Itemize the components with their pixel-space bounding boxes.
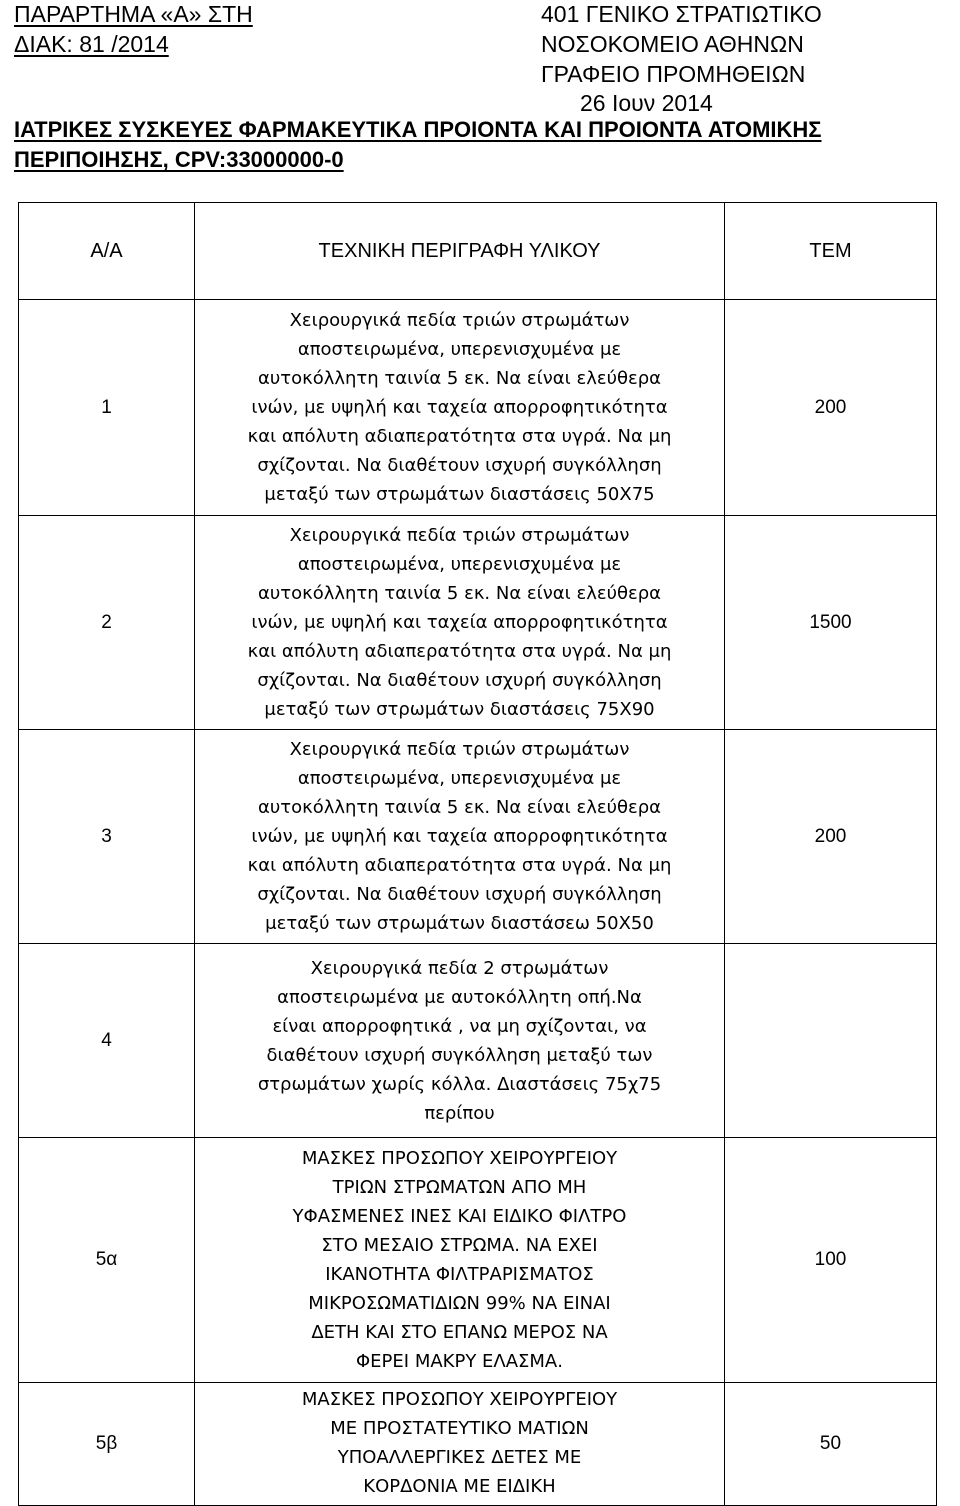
row-description <box>195 730 725 944</box>
description-line: αυτοκόλλητη ταινία 5 εκ. Να είναι ελεύθερα <box>257 368 662 389</box>
header-description: ΤΕΧΝΙΚΗ ΠΕΡΙΓΡΑΦΗ ΥΛΙΚΟΥ <box>195 203 725 300</box>
tender-number: ΔΙΑΚ: 81 /2014 <box>14 31 169 57</box>
description-line: διαθέτουν ισχυρή συγκόλληση μεταξύ των <box>266 1044 653 1066</box>
row-quantity: 100 <box>725 1138 937 1383</box>
row-number: 1 <box>19 300 195 516</box>
table-row <box>19 300 937 516</box>
row-number: 5β <box>19 1383 195 1506</box>
description-line: και απόλυτη αδιαπερατότητα στα υγρά. Να μη <box>247 641 672 662</box>
row-number: 2 <box>19 516 195 730</box>
row-description <box>195 1138 725 1383</box>
description-line: αυτοκόλλητη ταινία 5 εκ. Να είναι ελεύθερα <box>257 797 662 818</box>
description-line: Χειρουργικά πεδία 2 στρωμάτων <box>310 957 609 979</box>
description-line: ΣΤΟ ΜΕΣΑΙΟ ΣΤΡΩΜΑ. ΝΑ ΕΧΕΙ <box>321 1235 598 1256</box>
description-line: ινών, με υψηλή και ταχεία απορροφητικότητα <box>251 826 668 847</box>
description-line: ΥΠΟΑΛΛΕΡΓΙΚΕΣ ΔΕΤΕΣ ΜΕ <box>337 1447 582 1468</box>
description-line: ΔΕΤΗ ΚΑΙ ΣΤΟ ΕΠΑΝΩ ΜΕΡΟΣ ΝΑ <box>311 1322 608 1343</box>
row-quantity: 200 <box>725 300 937 516</box>
table-header-row <box>19 203 937 300</box>
description-line: ΙΚΑΝΟΤΗΤΑ ΦΙΛΤΡΑΡΙΣΜΑΤΟΣ <box>325 1264 594 1285</box>
description-line: ΜΙΚΡΟΣΩΜΑΤΙΔΙΩΝ 99% ΝΑ ΕΙΝΑΙ <box>308 1293 611 1314</box>
row-number: 3 <box>19 730 195 944</box>
description-line: Χειρουργικά πεδία τριών στρωμάτων <box>289 310 630 331</box>
table-row <box>19 944 937 1138</box>
table-row <box>19 1138 937 1383</box>
document-date: 26 Ιουν 2014 <box>580 90 713 116</box>
row-quantity: 1500 <box>725 516 937 730</box>
description-line: μεταξύ των στρωμάτων διαστάσεω 50Χ50 <box>265 913 654 934</box>
description-line: ινών, με υψηλή και ταχεία απορροφητικότητα <box>251 612 668 633</box>
row-description <box>195 944 725 1138</box>
row-description <box>195 300 725 516</box>
description-line: ΜΕ ΠΡΟΣΤΑΤΕΥΤΙΚΟ ΜΑΤΙΩΝ <box>330 1418 589 1439</box>
description-line: ΚΟΡΔΟΝΙΑ ΜΕ ΕΙΔΙΚΗ <box>363 1476 556 1497</box>
description-line: αποστειρωμένα, υπερενισχυμένα με <box>297 339 622 360</box>
description-line: ΤΡΙΩΝ ΣΤΡΩΜΑΤΩΝ ΑΠΟ ΜΗ <box>332 1177 587 1198</box>
office-name: ΓΡΑΦΕΙΟ ΠΡΟΜΗΘΕΙΩΝ <box>541 61 806 87</box>
description-line: στρωμάτων χωρίς κόλλα. Διαστάσεις 75χ75 <box>257 1073 662 1095</box>
description-line: μεταξύ των στρωμάτων διαστάσεις 75Χ90 <box>264 699 655 720</box>
description-line: σχίζονται. Να διαθέτουν ισχυρή συγκόλληση <box>257 455 662 476</box>
row-quantity <box>725 944 937 1138</box>
description-line: ΦΕΡΕΙ ΜΑΚΡΥ ΕΛΑΣΜΑ. <box>356 1351 563 1372</box>
table-row <box>19 1383 937 1506</box>
row-quantity: 50 <box>725 1383 937 1506</box>
header-aa: Α/Α <box>19 203 195 300</box>
hospital-name-line2: ΝΟΣΟΚΟΜΕΙΟ ΑΘΗΝΩΝ <box>541 31 804 57</box>
row-quantity: 200 <box>725 730 937 944</box>
items-table <box>18 202 937 1506</box>
document-title-line1: ΙΑΤΡΙΚΕΣ ΣΥΣΚΕΥΕΣ ΦΑΡΜΑΚΕΥΤΙΚΑ ΠΡΟΙΟΝΤΑ ΚΑΙ ΠΡΟΙΟΝΤΑ ΑΤΟΜΙΚΗΣ <box>14 117 822 142</box>
description-line: και απόλυτη αδιαπερατότητα στα υγρά. Να μη <box>247 855 672 876</box>
description-line: ινών, με υψηλή και ταχεία απορροφητικότητα <box>251 397 668 418</box>
document-title-line2: ΠΕΡΙΠΟΙΗΣΗΣ, CPV:33000000-0 <box>14 147 344 172</box>
description-line: ΜΑΣΚΕΣ ΠΡΟΣΩΠΟΥ ΧΕΙΡΟΥΡΓΕΙΟΥ <box>301 1389 618 1410</box>
description-line: ΜΑΣΚΕΣ ΠΡΟΣΩΠΟΥ ΧΕΙΡΟΥΡΓΕΙΟΥ <box>301 1148 618 1169</box>
row-description <box>195 516 725 730</box>
table-row <box>19 516 937 730</box>
description-line: Χειρουργικά πεδία τριών στρωμάτων <box>289 739 630 760</box>
description-line: περίπου <box>424 1102 495 1124</box>
annex-label: ΠΑΡΑΡΤΗΜΑ «Α» ΣΤΗ <box>14 1 253 27</box>
table-row <box>19 730 937 944</box>
row-description <box>195 1383 725 1506</box>
description-line: και απόλυτη αδιαπερατότητα στα υγρά. Να μη <box>247 426 672 447</box>
row-number: 5α <box>19 1138 195 1383</box>
description-line: είναι απορροφητικά , να μη σχίζονται, να <box>272 1015 647 1037</box>
description-line: μεταξύ των στρωμάτων διαστάσεις 50Χ75 <box>264 484 655 505</box>
description-line: ΥΦΑΣΜΕΝΕΣ ΙΝΕΣ ΚΑΙ ΕΙΔΙΚΟ ΦΙΛΤΡΟ <box>292 1206 627 1227</box>
description-line: Χειρουργικά πεδία τριών στρωμάτων <box>289 525 630 546</box>
description-line: σχίζονται. Να διαθέτουν ισχυρή συγκόλληση <box>257 670 662 691</box>
description-line: αποστειρωμένα, υπερενισχυμένα με <box>297 768 622 789</box>
hospital-name-line1: 401 ΓΕΝΙΚΟ ΣΤΡΑΤΙΩΤΙΚΟ <box>541 1 822 27</box>
description-line: σχίζονται. Να διαθέτουν ισχυρή συγκόλληση <box>257 884 662 905</box>
header-quantity: ΤΕΜ <box>725 203 937 300</box>
description-line: αποστειρωμένα, υπερενισχυμένα με <box>297 554 622 575</box>
row-number: 4 <box>19 944 195 1138</box>
description-line: αποστειρωμένα με αυτοκόλλητη οπή.Να <box>277 986 642 1008</box>
description-line: αυτοκόλλητη ταινία 5 εκ. Να είναι ελεύθερα <box>257 583 662 604</box>
